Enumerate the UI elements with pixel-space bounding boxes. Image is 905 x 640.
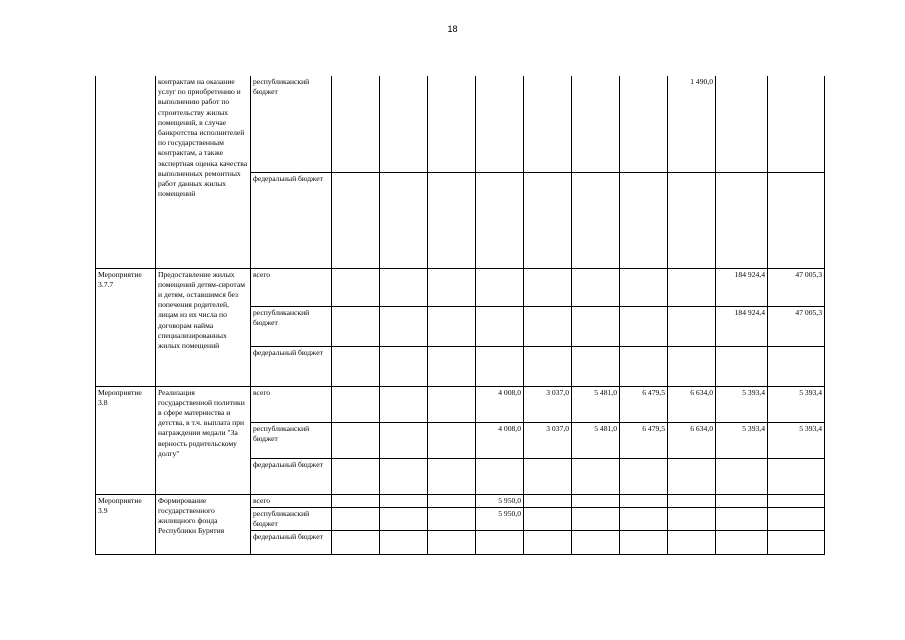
table-row [96, 494, 825, 507]
value-cell [668, 458, 716, 494]
value-cell [476, 346, 524, 386]
activity-cell: Мероприятие 3.9 [96, 494, 156, 555]
value-cell [332, 76, 380, 172]
value-cell [620, 172, 668, 268]
value-cell [572, 172, 620, 268]
value-cell [524, 494, 572, 507]
value-cell: 5 481,0 [572, 386, 620, 422]
value-cell: 6 479,5 [620, 422, 668, 458]
value-cell [332, 172, 380, 268]
value-cell [620, 306, 668, 346]
value-cell [380, 386, 428, 422]
value-cell: 184 924,4 [716, 268, 768, 306]
value-cell: 5 481,0 [572, 422, 620, 458]
description-cell: Формирование государственного жилищного фонда Республики Бурятия [156, 494, 251, 555]
value-cell [380, 76, 428, 172]
value-cell [428, 268, 476, 306]
value-cell [380, 494, 428, 507]
value-cell: 3 037,0 [524, 386, 572, 422]
value-cell [716, 172, 768, 268]
value-cell [380, 172, 428, 268]
value-cell: 184 924,4 [716, 306, 768, 346]
source-cell: республиканский бюджет [251, 306, 332, 346]
description-cell: контрактам на оказание услуг по приобретению и выполнению работ по строительству жилых помещений, в случае банкротства исполнителей по государственным контрактам, а также экспертная оценка качества выполненных ремонтных работ данных жилых помещений [156, 76, 251, 268]
value-cell [428, 507, 476, 530]
value-cell [620, 346, 668, 386]
value-cell [476, 76, 524, 172]
value-cell [428, 172, 476, 268]
value-cell [380, 507, 428, 530]
value-cell: 47 005,3 [768, 268, 825, 306]
value-cell: 5 950,0 [476, 494, 524, 507]
value-cell [380, 346, 428, 386]
value-cell [476, 172, 524, 268]
value-cell [380, 306, 428, 346]
value-cell [428, 531, 476, 555]
value-cell [524, 531, 572, 555]
value-cell: 5 950,0 [476, 507, 524, 530]
value-cell [380, 268, 428, 306]
value-cell [428, 494, 476, 507]
value-cell [332, 494, 380, 507]
value-cell [476, 458, 524, 494]
value-cell [620, 531, 668, 555]
value-cell: 6 634,0 [668, 422, 716, 458]
value-cell [476, 531, 524, 555]
value-cell [668, 494, 716, 507]
value-cell [620, 494, 668, 507]
value-cell [332, 306, 380, 346]
activity-cell: Мероприятие 3.7.7 [96, 268, 156, 386]
value-cell [668, 268, 716, 306]
value-cell [572, 306, 620, 346]
value-cell [476, 306, 524, 346]
value-cell: 6 634,0 [668, 386, 716, 422]
value-cell [716, 507, 768, 530]
value-cell [524, 507, 572, 530]
value-cell [428, 76, 476, 172]
value-cell [716, 531, 768, 555]
value-cell [332, 507, 380, 530]
value-cell [716, 494, 768, 507]
activity-cell [96, 76, 156, 268]
value-cell [332, 458, 380, 494]
value-cell [380, 458, 428, 494]
value-cell: 5 393,4 [768, 422, 825, 458]
value-cell [332, 531, 380, 555]
value-cell [476, 268, 524, 306]
value-cell [572, 494, 620, 507]
value-cell [572, 458, 620, 494]
value-cell [524, 346, 572, 386]
value-cell [332, 346, 380, 386]
source-cell: федеральный бюджет [251, 172, 332, 268]
value-cell [524, 76, 572, 172]
value-cell [332, 386, 380, 422]
source-cell: республиканский бюджет [251, 507, 332, 530]
value-cell [620, 458, 668, 494]
value-cell [572, 346, 620, 386]
value-cell [428, 386, 476, 422]
source-cell: всего [251, 268, 332, 306]
value-cell [716, 458, 768, 494]
value-cell [572, 268, 620, 306]
source-cell: республиканский бюджет [251, 422, 332, 458]
source-cell: республиканский бюджет [251, 76, 332, 172]
value-cell: 1 490,0 [668, 76, 716, 172]
value-cell: 5 393,4 [716, 422, 768, 458]
value-cell [572, 531, 620, 555]
value-cell [428, 346, 476, 386]
table-row [96, 386, 825, 422]
page-number: 18 [447, 24, 458, 34]
value-cell [768, 458, 825, 494]
activity-cell: Мероприятие 3.8 [96, 386, 156, 494]
value-cell [620, 76, 668, 172]
source-cell: всего [251, 386, 332, 422]
table-row [96, 268, 825, 306]
value-cell [332, 422, 380, 458]
value-cell [332, 268, 380, 306]
value-cell [572, 76, 620, 172]
value-cell [716, 346, 768, 386]
value-cell: 47 005,3 [768, 306, 825, 346]
value-cell [716, 76, 768, 172]
value-cell [768, 507, 825, 530]
value-cell: 5 393,4 [768, 386, 825, 422]
value-cell [668, 507, 716, 530]
value-cell [768, 172, 825, 268]
value-cell [524, 306, 572, 346]
value-cell [524, 458, 572, 494]
budget-table [95, 76, 825, 555]
value-cell [768, 76, 825, 172]
source-cell: федеральный бюджет [251, 346, 332, 386]
value-cell: 3 037,0 [524, 422, 572, 458]
value-cell [524, 268, 572, 306]
value-cell [768, 531, 825, 555]
table-row [96, 76, 825, 172]
value-cell [620, 507, 668, 530]
value-cell [668, 172, 716, 268]
value-cell [572, 507, 620, 530]
value-cell [380, 422, 428, 458]
value-cell: 5 393,4 [716, 386, 768, 422]
value-cell [768, 346, 825, 386]
value-cell [428, 306, 476, 346]
value-cell [428, 422, 476, 458]
source-cell: всего [251, 494, 332, 507]
value-cell [768, 494, 825, 507]
value-cell: 4 008,0 [476, 386, 524, 422]
source-cell: федеральный бюджет [251, 531, 332, 555]
value-cell [380, 531, 428, 555]
value-cell: 6 479,5 [620, 386, 668, 422]
value-cell [668, 346, 716, 386]
value-cell [524, 172, 572, 268]
value-cell [428, 458, 476, 494]
value-cell [668, 306, 716, 346]
description-cell: Реализация государственной политики в сфере материнства и детства, в т.ч. выплата при награждении медали "За верность родительскому долгу" [156, 386, 251, 494]
value-cell [668, 531, 716, 555]
source-cell: федеральный бюджет [251, 458, 332, 494]
value-cell: 4 008,0 [476, 422, 524, 458]
value-cell [620, 268, 668, 306]
description-cell: Предоставление жилых помещений детям-сиротам и детям, оставшимся без попечения родителей, лицам из их числа по договорам найма специализированных жилых помещений [156, 268, 251, 386]
